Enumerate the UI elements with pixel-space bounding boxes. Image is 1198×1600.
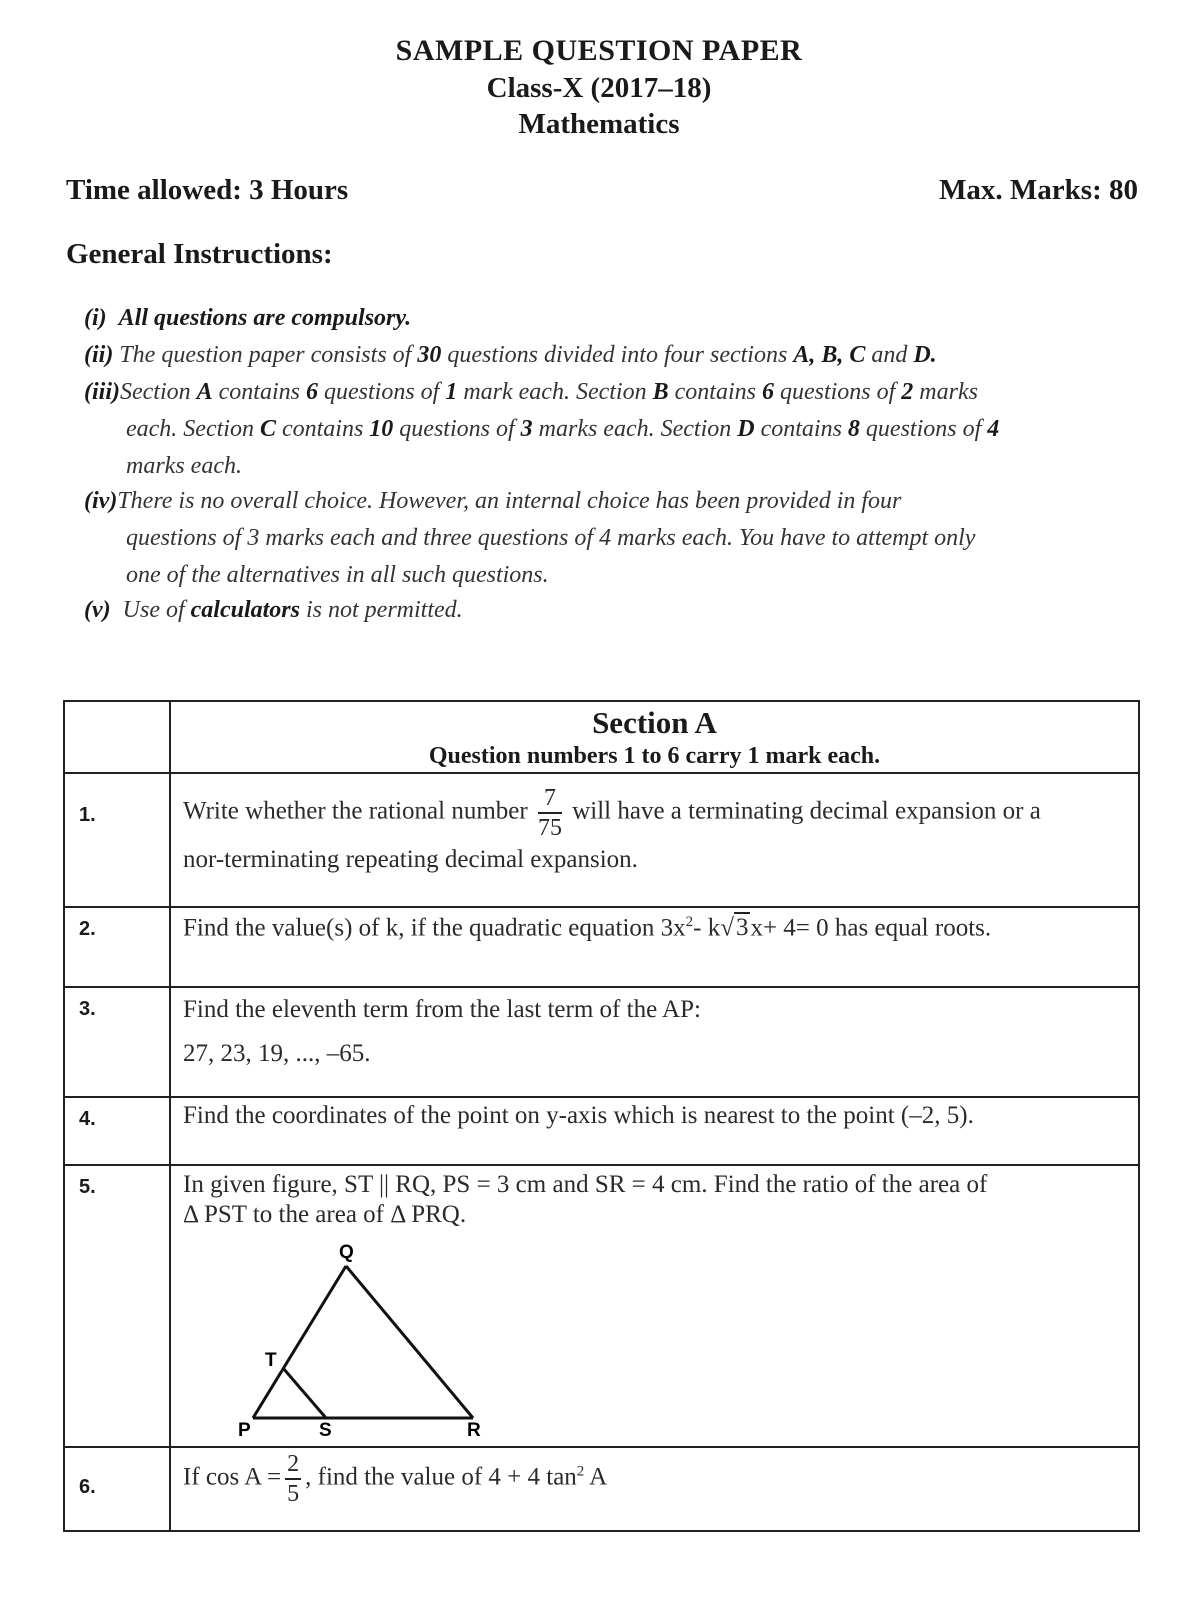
section-header-row — [64, 701, 1139, 773]
question-row — [64, 1097, 1139, 1165]
instruction-4: (iv)There is no overall choice. However, an internal choice has been provided in four questions of 3 marks each and three questions of 4 marks each. You have to attempt only one of the alternatives in all such questions. — [84, 488, 976, 588]
question-row — [64, 907, 1139, 987]
instructions-heading: General Instructions: — [66, 238, 333, 270]
question-number: 2. — [64, 907, 170, 987]
question-number: 5. — [64, 1165, 170, 1447]
time-allowed: Time allowed: 3 Hours — [66, 174, 349, 206]
time-marks-row — [66, 174, 1138, 207]
fraction: $\frac{7}{75}$ — [537, 785, 562, 841]
line-pq — [253, 1266, 346, 1418]
question-text: Find the coordinates of the point on y-axis which is nearest to the point (–2, 5). — [170, 1097, 1139, 1165]
line-qr — [346, 1266, 473, 1418]
label-t: T — [265, 1350, 277, 1371]
question-number: 6. — [64, 1447, 170, 1531]
max-marks: Max. Marks: 80 — [939, 174, 1138, 206]
question-text: In given figure, ST || RQ, PS = 3 cm and SR = 4 cm. Find the ratio of the area of Δ PST to the area of Δ PRQ. Q T P S R — [170, 1165, 1139, 1447]
label-s: S — [319, 1420, 332, 1436]
instruction-5: (v) Use of calculators is not permitted. — [84, 597, 463, 623]
question-number: 3. — [64, 987, 170, 1097]
question-text: If cos A = $\frac{2}{5}$ , find the value of 4 + 4 $\tan^2 A$ — [170, 1447, 1139, 1531]
question-text: Find the value(s) of k, if the quadratic equation $3x^2-$ k√3x+ 4= 0 has equal roots. — [170, 907, 1139, 987]
subject-label: Mathematics — [518, 108, 680, 140]
question-row — [64, 1447, 1139, 1531]
section-subtitle: Question numbers 1 to 6 carry 1 mark each. — [428, 743, 881, 769]
instruction-1: (i) All questions are compulsory. — [84, 305, 412, 331]
line-ts — [283, 1368, 326, 1418]
label-q: Q — [339, 1242, 354, 1263]
question-row — [64, 1165, 1139, 1447]
question-text: Write whether the rational number $\frac{7}{75}$ will have a terminating decimal expansion or a nor-terminating repeating decimal expansion. — [170, 773, 1139, 907]
question-text: Find the eleventh term from the last term of the AP: 27, 23, 19, ..., –65. — [170, 987, 1139, 1097]
label-r: R — [467, 1420, 481, 1436]
triangle-figure — [233, 1236, 533, 1436]
label-p: P — [238, 1420, 251, 1436]
paper-title: SAMPLE QUESTION PAPER — [395, 34, 803, 67]
section-title: Section A — [592, 705, 717, 740]
question-number: 4. — [64, 1097, 170, 1165]
question-number: 1. — [64, 773, 170, 907]
question-row — [64, 773, 1139, 907]
class-label: Class-X (2017–18) — [486, 72, 712, 104]
question-row — [64, 987, 1139, 1097]
instruction-3: (iii)Section A contains 6 questions of 1 mark each. Section B contains 6 questions of 2 marks each. Section C contains 10 questions of 3 marks each. Section D contains 8 questions of 4 marks each. — [84, 379, 1000, 479]
instruction-2: (ii) The question paper consists of 30 questions divided into four sections A, B, C and D. — [84, 342, 937, 368]
section-a-table — [63, 700, 1140, 1532]
fraction: $\frac{2}{5}$ — [287, 1451, 300, 1507]
